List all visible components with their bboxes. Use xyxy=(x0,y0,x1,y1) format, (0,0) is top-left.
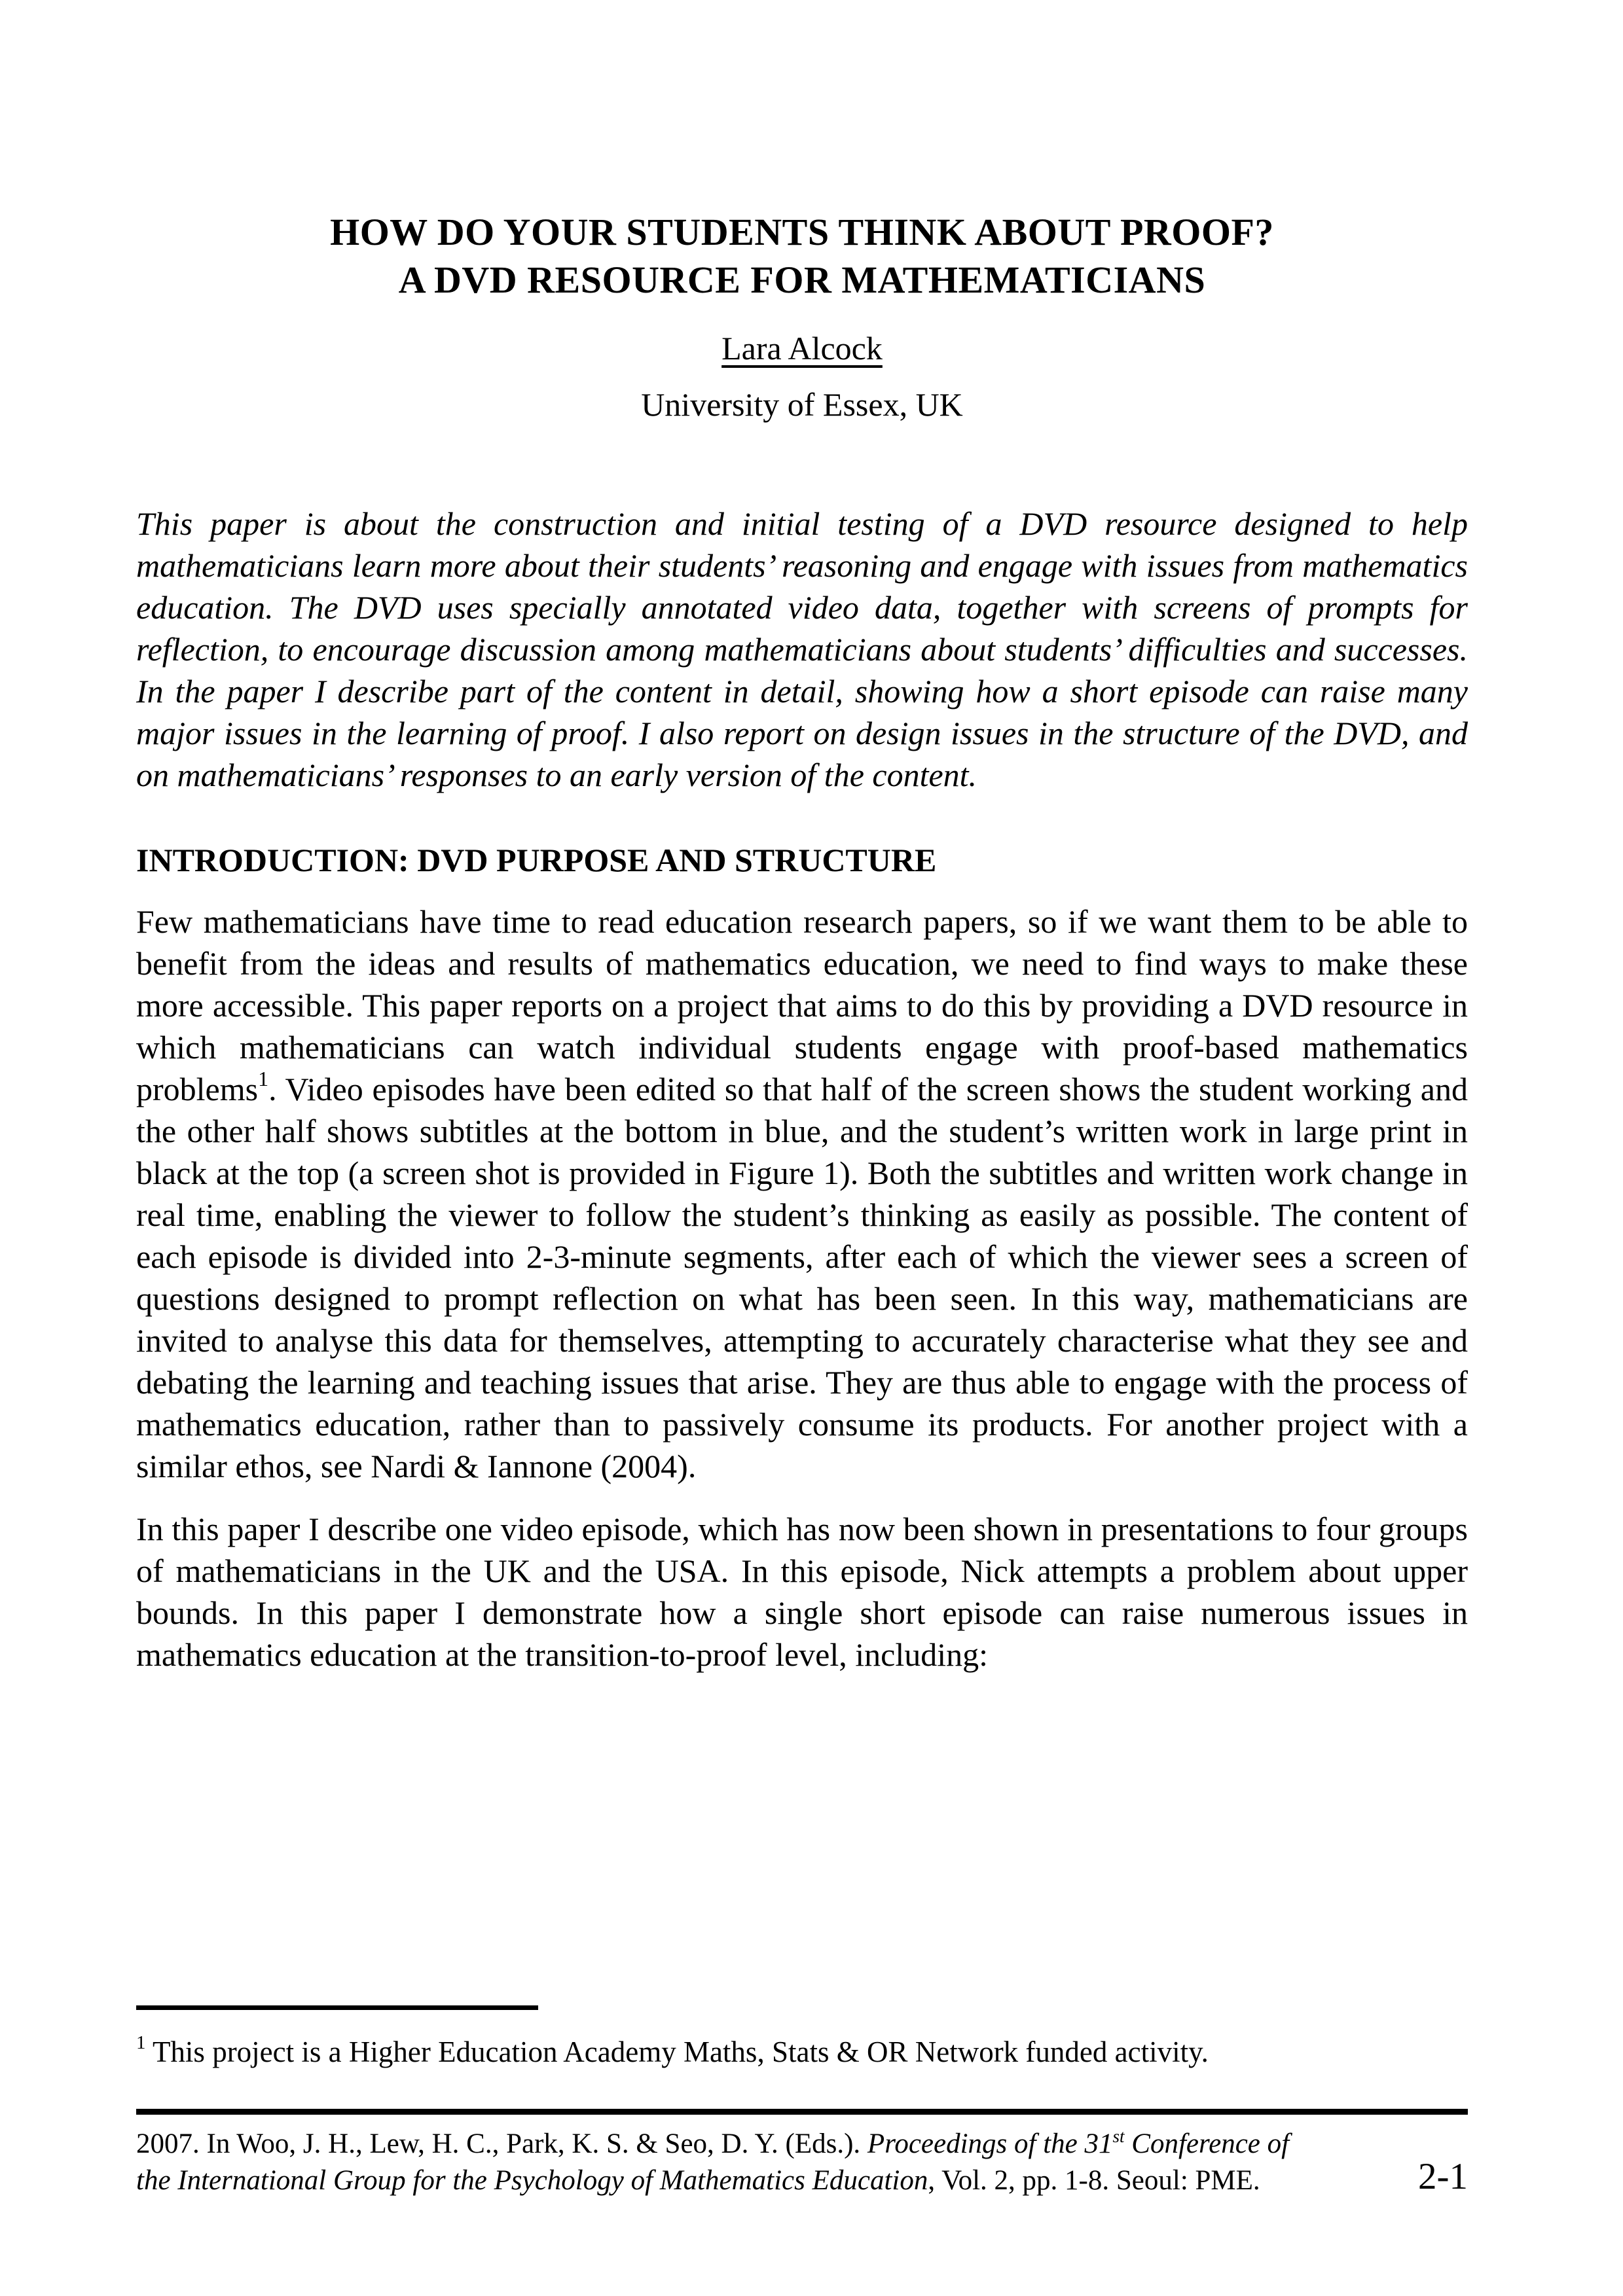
footer-citation-ordinal-suffix: st xyxy=(1112,2126,1125,2146)
page-number: 2-1 xyxy=(1418,2156,1468,2197)
paper-title-line-2: A DVD RESOURCE FOR MATHEMATICIANS xyxy=(398,259,1206,301)
footnote-reference-1: 1 xyxy=(258,1067,269,1090)
footer-citation-proceedings: Proceedings of the 31 xyxy=(867,2128,1113,2159)
footer-rule xyxy=(136,2109,1468,2115)
footnote-1-text: This project is a Higher Education Academy Maths, Stats & OR Network funded activity. xyxy=(152,2036,1209,2068)
footer-citation-editors: 2007. In Woo, J. H., Lew, H. C., Park, K. S. & Seo, D. Y. (Eds.). xyxy=(136,2128,867,2159)
author-name xyxy=(136,329,1468,368)
footnote-separator-rule xyxy=(136,2005,538,2010)
section-heading-introduction: INTRODUCTION: DVD PURPOSE AND STRUCTURE xyxy=(136,842,937,878)
intro-paragraph-1-text-a: Few mathematicians have time to read education research papers, so if we want them to be able to benefit from the ideas and results of mathematics education, we need to find ways to make these more accessible. This paper reports on a project that aims to do this by providing a DVD resource in which mathematicians can watch individual students engage with proof-based mathematics problems xyxy=(136,903,1468,1107)
paper-title xyxy=(136,208,1468,304)
author-affiliation: University of Essex, UK xyxy=(641,386,963,423)
footer-citation-group: the International Group for the Psychology of Mathematics Education xyxy=(136,2165,928,2196)
paper-title-line-1: HOW DO YOUR STUDENTS THINK ABOUT PROOF? xyxy=(330,211,1274,253)
text-column xyxy=(136,0,1468,1676)
footer-citation-conference: Conference of xyxy=(1124,2128,1290,2159)
intro-paragraph-2: In this paper I describe one video episode, which has now been shown in presentations to four groups of mathematicians in the UK and the USA. In this episode, Nick attempts a problem about upper bounds. In this paper I demonstrate how a single short episode can raise numerous issues in mathematics education at the transition-to-proof level, including: xyxy=(136,1511,1468,1673)
footnote-1-marker: 1 xyxy=(136,2032,146,2053)
author-name-underlined: Lara Alcock xyxy=(721,330,883,367)
intro-paragraph-1-text-b: . Video episodes have been edited so that half of the screen shows the student working and the other half shows subtitles at the bottom in blue, and the student’s written work in large print in black at the top (a screen shot is provided in Figure 1). Both the subtitles and written work change in real time, enabling the viewer to follow the student’s thinking as easily as possible. The content of each episode is divided into 2-3-minute segments, after each of which the viewer sees a screen of questions designed to prompt reflection on what has been seen. In this way, mathematicians are invited to analyse this data for themselves, attempting to accurately characterise what they see and debating the learning and teaching issues that arise. They are thus able to engage with the process of mathematics education, rather than to passively consume its products. For another project with a similar ethos, see Nardi & Iannone (2004). xyxy=(136,1071,1468,1484)
intro-paragraph-1 xyxy=(136,901,1468,1487)
footer-citation-volume: , Vol. 2, pp. 1-8. Seoul: PME. xyxy=(928,2165,1260,2196)
footnote-1 xyxy=(136,2033,1468,2071)
abstract-paragraph: This paper is about the construction and initial testing of a DVD resource designed to help mathematicians learn more about their students’ reasoning and engage with issues from mathematics education. The DVD uses specially annotated video data, together with screens of prompts for reflection, to encourage discussion among mathematicians about students’ difficulties and successes. In the paper I describe part of the content in detail, showing how a short episode can raise many major issues in the learning of proof. I also report on design issues in the structure of the DVD, and on mathematicians’ responses to an early version of the content. xyxy=(136,505,1468,793)
